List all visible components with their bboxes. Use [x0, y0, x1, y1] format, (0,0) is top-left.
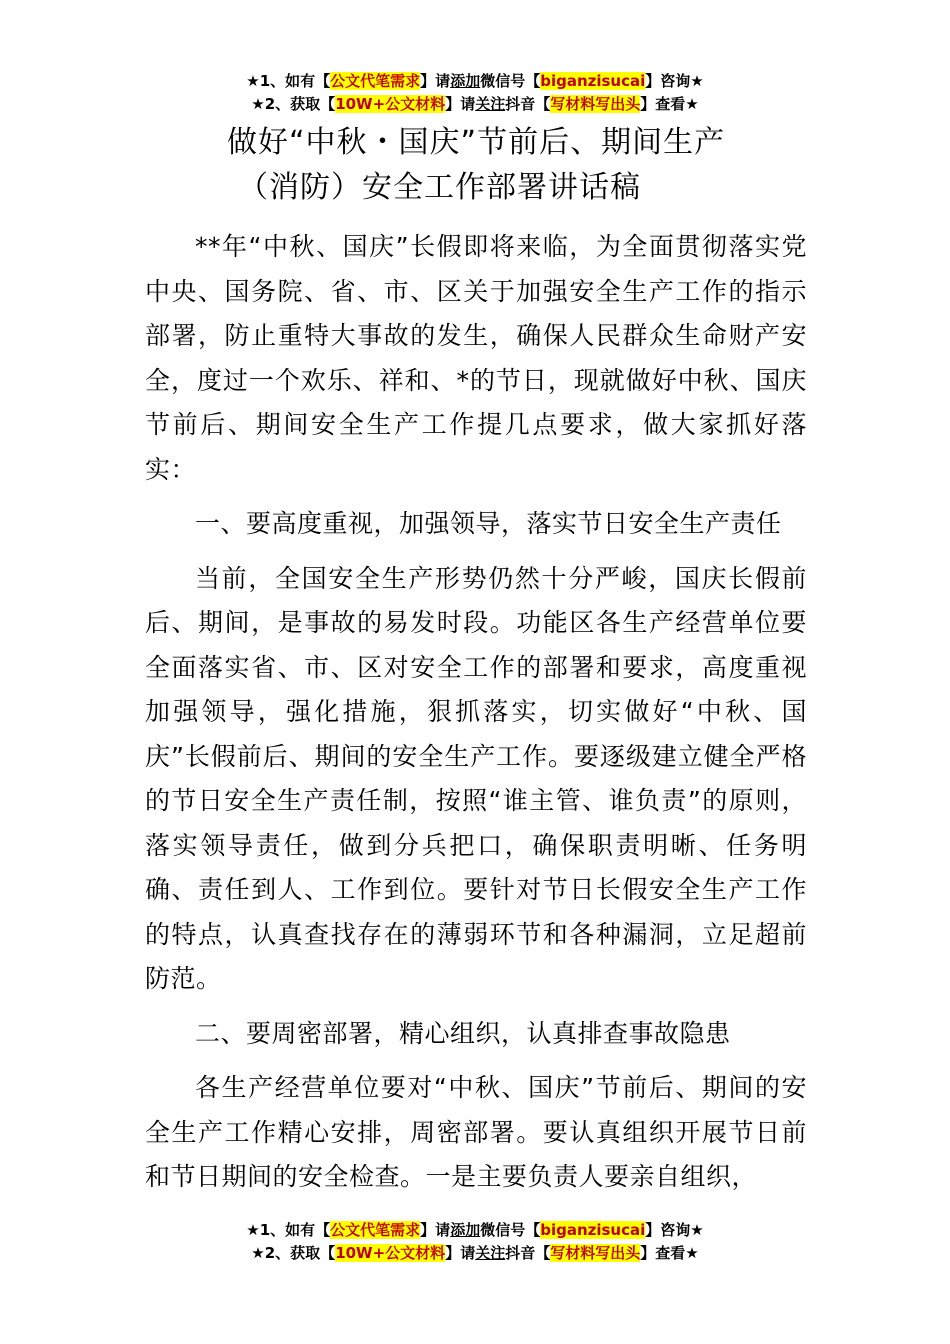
- banner-text: 】请: [420, 72, 451, 90]
- banner-emphasis: 关注: [475, 95, 506, 113]
- banner-emphasis: 关注: [475, 1244, 506, 1262]
- banner-line-2: [0, 1242, 950, 1265]
- banner-highlight: 10W+公文材料: [335, 95, 446, 113]
- banner-line-1: [0, 1219, 950, 1242]
- document-title-line-1: 做好“中秋・国庆”节前后、期间生产: [227, 125, 726, 160]
- banner-text: ★2、获取【: [251, 1244, 336, 1262]
- banner-text: ★1、如有【: [246, 72, 331, 90]
- banner-emphasis: 添加: [450, 72, 481, 90]
- paragraph-section-1: 当前，全国安全生产形势仍然十分严峻，国庆长假前后、期间，是事故的易发时段。功能区各生产经营单位要全面落实省、市、区对安全工作的部署和要求，高度重视加强领导，强化措施，狠抓落实，切实做好“中秋、国庆”长假前后、期间的安全生产工作。要逐级建立健全严格的节日安全生产责任制，按照“谁主管、谁负责”的原则，落实领导责任，做到分兵把口，确保职责明晰、任务明确、责任到人、工作到位。要针对节日长假安全生产工作的特点，认真查找存在的薄弱环节和各种漏洞，立足超前防范。: [145, 563, 807, 993]
- banner-emphasis: 添加: [450, 1221, 481, 1239]
- paragraph-section-2: 各生产经营单位要对“中秋、国庆”节前后、期间的安全生产工作精心安排，周密部署。要认真组织开展节日前和节日期间的安全检查。一是主要负责人要亲自组织，: [145, 1073, 807, 1191]
- banner-wechat-id: biganzisucai: [540, 1221, 646, 1239]
- footer-banner: [0, 1219, 950, 1265]
- banner-text: 】查看★: [640, 95, 699, 113]
- banner-text: ★1、如有【: [246, 1221, 331, 1239]
- banner-text: 微信号【: [480, 1221, 541, 1239]
- banner-line-2: [0, 93, 950, 116]
- banner-text: 】请: [445, 1244, 476, 1262]
- banner-text: 】咨询★: [645, 1221, 704, 1239]
- banner-text: 】咨询★: [645, 72, 704, 90]
- section-heading-1: 一、要高度重视，加强领导，落实节日安全生产责任: [195, 509, 782, 538]
- document-body: [145, 225, 807, 1200]
- banner-highlight: 10W+公文材料: [335, 1244, 446, 1262]
- banner-text: 】查看★: [640, 1244, 699, 1262]
- paragraph-intro: **年“中秋、国庆”长假即将来临，为全面贯彻落实党中央、国务院、省、市、区关于加强安全生产工作的指示部署，防止重特大事故的发生，确保人民群众生命财产安全，度过一个欢乐、祥和、*的节日，现就做好中秋、国庆节前后、期间安全生产工作提几点要求，做大家抓好落实：: [145, 232, 807, 484]
- header-banner: [0, 70, 950, 116]
- document-title-line-2: （消防）安全工作部署讲话稿: [238, 170, 641, 205]
- banner-highlight: 公文代笔需求: [330, 1221, 421, 1239]
- section-heading-2: 二、要周密部署，精心组织，认真排查事故隐患: [195, 1018, 731, 1048]
- banner-text: ★2、获取【: [251, 95, 336, 113]
- banner-text: 】请: [420, 1221, 451, 1239]
- banner-line-1: [0, 70, 950, 93]
- banner-highlight: 写材料写出头: [550, 95, 641, 113]
- banner-text: 微信号【: [480, 72, 541, 90]
- banner-text: 抖音【: [505, 95, 551, 113]
- banner-highlight: 写材料写出头: [550, 1244, 641, 1262]
- banner-text: 抖音【: [505, 1244, 551, 1262]
- banner-text: 】请: [445, 95, 476, 113]
- banner-wechat-id: biganzisucai: [540, 72, 646, 90]
- banner-highlight: 公文代笔需求: [330, 72, 421, 90]
